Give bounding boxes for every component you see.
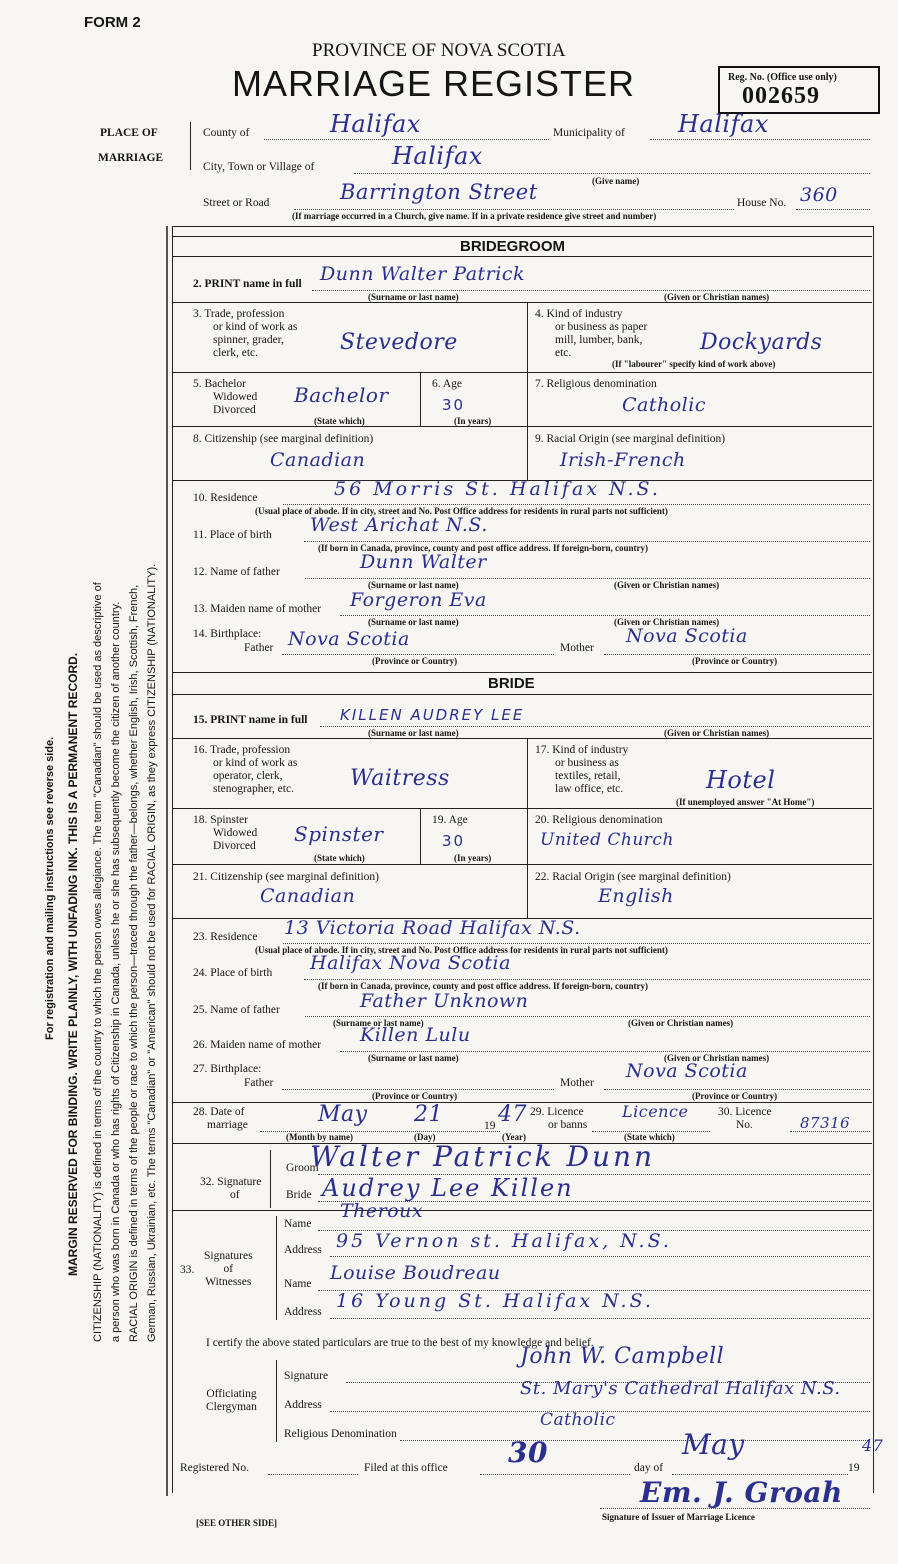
groom-mother-label: 13. Maiden name of mother <box>193 603 322 615</box>
bride-birth-value: Halifax Nova Scotia <box>310 952 511 974</box>
groom-racial-value: Irish-French <box>560 449 686 471</box>
bride-heading: BRIDE <box>488 675 535 692</box>
groom-birthplace-father-word: Father <box>244 642 274 654</box>
groom-religion-label: 7. Religious denomination <box>535 378 657 390</box>
street-label: Street or Road <box>203 197 270 209</box>
groom-name-value: Dunn Walter Patrick <box>320 263 525 285</box>
groom-residence-note: (Usual place of abode. If in city, street and No. Post Office address for residents in rural parts not sufficient) <box>255 506 668 516</box>
groom-state-which-caption: (State which) <box>314 416 365 426</box>
municipality-value: Halifax <box>678 110 769 138</box>
groom-father-surname-cap: (Surname or last name) <box>368 580 459 590</box>
bride-age-value: 30 <box>442 832 466 850</box>
date-month-cap: (Month by name) <box>286 1132 353 1142</box>
street-value: Barrington Street <box>340 180 538 204</box>
groom-racial-label: 9. Racial Origin (see marginal definition) <box>535 433 726 445</box>
groom-trade-label: 3. Trade, profession or kind of work as spinner, grader, clerk, etc. <box>193 308 298 359</box>
bride-father-given-cap: (Given or Christian names) <box>628 1018 734 1028</box>
clergy-signature-word: Signature <box>284 1370 329 1382</box>
date-label: 28. Date of marriage <box>193 1106 248 1131</box>
date-year-prefix: 19 <box>484 1120 496 1132</box>
licence-number-value: 87316 <box>800 1114 851 1132</box>
bride-residence-value: 13 Victoria Road Halifax N.S. <box>284 917 581 939</box>
date-year-cap: (Year) <box>502 1132 526 1142</box>
groom-labourer-note: (If "labourer" specify kind of work above) <box>612 359 776 369</box>
clergy-address-word: Address <box>284 1399 322 1411</box>
bride-unemployed-note: (If unemployed answer "At Home") <box>676 797 815 807</box>
bride-state-which-caption: (State which) <box>314 853 365 863</box>
bride-religion-value: United Church <box>540 830 674 850</box>
bride-birth-label: 24. Place of birth <box>193 967 273 979</box>
margin-line-1: For registration and mailing instructions see reverse side. <box>44 736 56 1040</box>
place-heading-2: MARRIAGE <box>98 152 164 164</box>
bride-birthplace-label: 27. Birthplace: <box>193 1063 262 1075</box>
margin-line-4: a person who was born in Canada or who has rights of Citizenship in Canada, unless he or she has subsequently become the citizen of another country. <box>110 601 122 1342</box>
bride-mother-prov-cap: (Province or Country) <box>692 1091 778 1101</box>
clergy-signature[interactable]: John W. Campbell <box>520 1344 725 1369</box>
filed-month-value: May <box>682 1428 745 1461</box>
margin-line-3: CITIZENSHIP (NATIONALITY) is defined in terms of the country to which the person owes allegiance. The term "Canadian" should be used as descriptive of <box>92 582 104 1342</box>
groom-mother-birthplace-value: Nova Scotia <box>626 625 748 647</box>
bride-citizenship-value: Canadian <box>260 885 356 907</box>
bride-trade-label: 16. Trade, profession or kind of work as operator, clerk, stenographer, etc. <box>193 744 298 795</box>
groom-father-given-cap: (Given or Christian names) <box>614 580 720 590</box>
religious-denomination-word: Religious Denomination <box>284 1428 397 1440</box>
witness-2-name[interactable]: Louise Boudreau <box>330 1262 501 1284</box>
certification-text: I certify the above stated particulars are true to the best of my knowledge and belief. <box>206 1337 594 1349</box>
house-label: House No. <box>737 197 787 209</box>
w1-address-word: Address <box>284 1244 322 1256</box>
bride-birthplace-father-word: Father <box>244 1077 274 1089</box>
bride-father-label: 25. Name of father <box>193 1004 280 1016</box>
groom-name-label: 2. PRINT name in full <box>193 278 302 290</box>
bride-father-value: Father Unknown <box>360 990 529 1012</box>
bride-mother-given-cap: (Given or Christian names) <box>664 1053 770 1063</box>
groom-mother-given-cap: (Given or Christian names) <box>614 617 720 627</box>
reg-number-label: Reg. No. (Office use only) <box>728 72 837 83</box>
groom-religion-value: Catholic <box>622 394 706 416</box>
groom-given-caption: (Given or Christian names) <box>664 292 770 302</box>
bride-father-surname-cap: (Surname or last name) <box>333 1018 424 1028</box>
bride-name-value: KILLEN AUDREY LEE <box>340 706 525 724</box>
bridegroom-heading: BRIDEGROOM <box>460 238 565 255</box>
bride-surname-caption: (Surname or last name) <box>368 728 459 738</box>
groom-birth-note: (If born in Canada, province, county and post office address. If foreign-born, country) <box>318 543 649 553</box>
groom-age-label: 6. Age <box>432 378 463 390</box>
bride-industry-label: 17. Kind of industry or business as textiles, retail, law office, etc. <box>535 744 629 795</box>
bride-birthplace-mother-word: Mother <box>560 1077 594 1089</box>
groom-mother-prov-cap: (Province or Country) <box>692 656 778 666</box>
bride-racial-value: English <box>598 885 674 907</box>
groom-mother-value: Forgeron Eva <box>350 589 487 611</box>
groom-birth-value: West Arichat N.S. <box>310 514 488 536</box>
city-label: City, Town or Village of <box>203 161 315 173</box>
place-note: (If marriage occurred in a Church, give name. If in a private residence give street and number) <box>292 211 657 221</box>
bride-residence-note: (Usual place of abode. If in city, street and No. Post Office address for residents in rural parts not sufficient) <box>255 945 668 955</box>
date-day-value: 21 <box>414 1102 443 1127</box>
bride-given-caption: (Given or Christian names) <box>664 728 770 738</box>
county-label: County of <box>203 127 250 139</box>
province-heading: PROVINCE OF NOVA SCOTIA <box>312 40 566 61</box>
groom-father-value: Dunn Walter <box>360 551 487 573</box>
groom-industry-value: Dockyards <box>700 330 823 355</box>
filed-day-value: 30 <box>508 1436 548 1469</box>
registered-no-label: Registered No. <box>180 1462 249 1474</box>
bride-mother-birthplace-value: Nova Scotia <box>626 1060 748 1082</box>
groom-birthplace-label: 14. Birthplace: <box>193 628 262 640</box>
w2-name-word: Name <box>284 1278 312 1290</box>
groom-mother-surname-cap: (Surname or last name) <box>368 617 459 627</box>
place-heading-1: PLACE OF <box>100 127 158 139</box>
bride-mother-value: Killen Lulu <box>360 1024 471 1046</box>
bride-citizenship-label: 21. Citizenship (see marginal definition) <box>193 871 379 883</box>
margin-line-6: German, Russian, Ukrainian, etc. The terms "Canadian" or "American" should not be used for RACIAL ORIGIN, as they express CITIZENSHIP (NATIONALITY). <box>146 563 158 1342</box>
groom-birthplace-mother-word: Mother <box>560 642 594 654</box>
witness-2-address: 16 Young St. Halifax N.S. <box>336 1290 654 1312</box>
page-title: MARRIAGE REGISTER <box>232 63 636 104</box>
witness-1-address: 95 Vernon st. Halifax, N.S. <box>336 1230 672 1252</box>
licence-label: 29. Licence or banns <box>530 1106 588 1131</box>
form-label: FORM 2 <box>84 14 141 31</box>
issuer-caption: Signature of Issuer of Marriage Licence <box>602 1512 755 1522</box>
licence-state-which: (State which) <box>624 1132 675 1142</box>
groom-signature[interactable]: Walter Patrick Dunn <box>310 1140 656 1173</box>
bride-name-label: 15. PRINT name in full <box>193 714 308 726</box>
groom-citizenship-label: 8. Citizenship (see marginal definition) <box>193 433 374 445</box>
w1-name-word: Name <box>284 1218 312 1230</box>
groom-age-value: 30 <box>442 396 466 414</box>
day-of-label: day of <box>634 1462 664 1474</box>
licence-value: Licence <box>622 1102 689 1121</box>
county-value: Halifax <box>330 110 421 138</box>
filed-year-value: 47 <box>862 1436 884 1455</box>
date-month-value: May <box>318 1102 368 1127</box>
bride-racial-label: 22. Racial Origin (see marginal definition) <box>535 871 731 883</box>
witness-1-name[interactable]: Theroux <box>340 1200 424 1222</box>
bride-birth-note: (If born in Canada, province, county and post office address. If foreign-born, country) <box>318 981 649 991</box>
date-year-value: 47 <box>498 1102 527 1127</box>
bride-signature[interactable]: Audrey Lee Killen <box>322 1174 574 1202</box>
bride-father-prov-cap: (Province or Country) <box>372 1091 458 1101</box>
bride-status-value: Spinster <box>294 822 384 846</box>
groom-father-birthplace-value: Nova Scotia <box>288 628 410 650</box>
bride-mother-surname-cap: (Surname or last name) <box>368 1053 459 1063</box>
witness-number: 33. <box>180 1264 195 1276</box>
groom-word: Groom <box>286 1162 319 1174</box>
groom-status-value: Bachelor <box>294 383 389 407</box>
groom-father-prov-cap: (Province or Country) <box>372 656 458 666</box>
filed-label: Filed at this office <box>364 1462 448 1474</box>
bride-industry-value: Hotel <box>706 766 776 794</box>
reg-number-box <box>718 66 880 114</box>
groom-in-years-caption: (In years) <box>454 416 492 426</box>
groom-surname-caption: (Surname or last name) <box>368 292 459 302</box>
margin-line-2: MARGIN RESERVED FOR BINDING. WRITE PLAINLY, WITH UNFADING INK. THIS IS A PERMANENT RECORD. <box>66 652 80 1276</box>
bride-residence-label: 23. Residence <box>193 931 258 943</box>
bride-religion-label: 20. Religious denomination <box>535 814 663 826</box>
clergy-label: Officiating Clergyman <box>206 1388 257 1413</box>
groom-industry-label: 4. Kind of industry or business as paper mill, lumber, bank, etc. <box>535 308 648 359</box>
issuer-signature[interactable]: Em. J. Groah <box>640 1476 843 1509</box>
bride-status-label: 18. Spinster Widowed Divorced <box>193 814 258 852</box>
municipality-label: Municipality of <box>553 127 625 139</box>
witnesses-label: Signatures of Witnesses <box>204 1250 253 1288</box>
groom-father-label: 12. Name of father <box>193 566 280 578</box>
bride-in-years-caption: (In years) <box>454 853 492 863</box>
see-other-side: [SEE OTHER SIDE] <box>196 1518 278 1528</box>
bride-mother-label: 26. Maiden name of mother <box>193 1039 322 1051</box>
city-value: Halifax <box>392 142 483 170</box>
bride-word: Bride <box>286 1189 312 1201</box>
signature-of-label: 32. Signature of <box>200 1176 262 1201</box>
groom-trade-value: Stevedore <box>340 330 458 355</box>
groom-citizenship-value: Canadian <box>270 449 366 471</box>
w2-address-word: Address <box>284 1306 322 1318</box>
bride-trade-value: Waitress <box>350 766 450 791</box>
bride-age-label: 19. Age <box>432 814 468 826</box>
groom-residence-label: 10. Residence <box>193 492 258 504</box>
licence-no-label: 30. Licence No. <box>718 1106 772 1131</box>
date-day-cap: (Day) <box>414 1132 436 1142</box>
clergy-religion: Catholic <box>540 1410 616 1430</box>
reg-number-value: 002659 <box>742 83 820 109</box>
groom-status-label: 5. Bachelor Widowed Divorced <box>193 378 258 416</box>
house-value: 360 <box>800 184 838 206</box>
filed-year-prefix: 19 <box>848 1462 860 1474</box>
clergy-address: St. Mary's Cathedral Halifax N.S. <box>520 1378 841 1399</box>
groom-birth-label: 11. Place of birth <box>193 529 272 541</box>
margin-line-5: RACIAL ORIGIN is defined in terms of the people or race to which the person—traced through the father—belongs, whether English, Irish, Scottish, French, <box>128 584 140 1342</box>
give-name-caption: (Give name) <box>592 176 640 186</box>
groom-residence-value: 56 Morris St. Halifax N.S. <box>334 478 661 500</box>
